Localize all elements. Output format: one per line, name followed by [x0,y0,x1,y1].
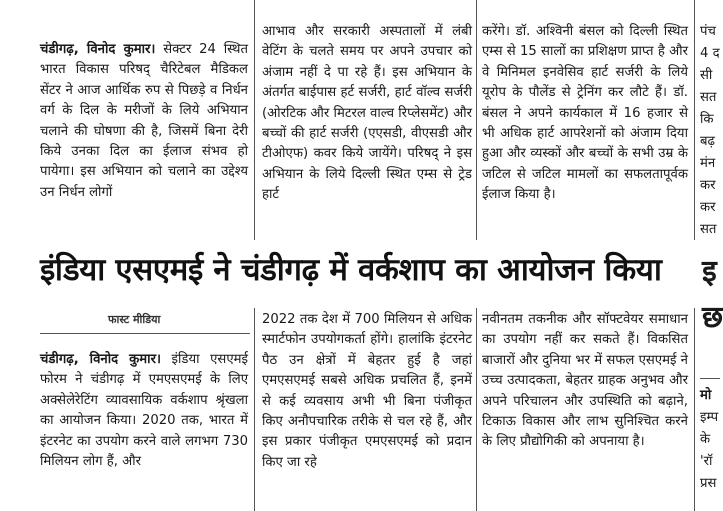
column-divider [254,0,255,240]
column-divider [476,308,477,511]
edge-line: सी [700,68,713,83]
top-article-col-3 [482,22,688,242]
edge-line: 'रॉ [700,454,713,469]
top-article-col-2 [262,22,472,242]
edge-line: कर [700,200,716,215]
edge-line: 4 द [700,46,720,61]
top-col1-text: सेक्टर 24 स्थित भारत विकास परिषद् चैरिटेबल मैडिकल सेंटर ने आज आर्थिक रुप से पिछड़े व निर्धन वर्ग के दिल के मरीजों के लिये अभियान चलाने की घोषणा की है, जिसमें बिना देरी किये उनका दिल का ईलाज संभव हो पायेगा। इस अभियान को चलाने का उद्देश्य उन निर्धन लोगों [40,42,248,200]
bottom-article-col-1 [40,350,248,511]
edge-line: कि [700,112,714,127]
source-credit: फास्ट मीडिया [108,313,161,326]
edge-line: पंच [700,24,716,39]
edge-line: मो [700,388,712,403]
column-divider [476,0,477,240]
top-col2-text: आभाव और सरकारी अस्पतालों में लंबी वेटिंग के चलते समय पर अपने उपचार को अंजाम नहीं दे पा रहे हैं। इस अभियान के अंतर्गत बाईपास हर्ट सर्जरी, हार्ट वॉल्व सर्जरी (ओरटिक और मिटरल वाल्व रिप्लेसमेंट) और बच्चों की हार्ट सर्जरी (एएसडी, वीएसडी और टीओएफ) कवर किये जायेंगे। परिषद् ने इस अभियान के लिये दिल्ली स्थित एम्स से ट्रेड हार्ट [262,24,472,203]
bottom-col3-text: नवीनतम तकनीक और सॉफ्टवेयर समाधान का उपयोग नहीं कर सकते हैं। विकसित बाजारों और दुनिया भर में सफल एसएमई ने उच्च उत्पादकता, बेहतर ग्राहक अनुभव और अपने परिचालन और उपस्थिति को बढ़ाने, टिकाऊ विकास और लाभ सुनिश्चित करने के लिए प्रौद्योगिकी को अपनाया है। [482,312,688,450]
column-divider [254,308,255,511]
article-headline: इंडिया एसएमई ने चंडीगढ़ में वर्कशाप का आयोजन किया [40,252,662,288]
headline-edge: इ [702,254,717,289]
source-divider [40,333,250,334]
top-col3-text: करेंगे। डॉ. अश्विनी बंसल को दिल्ली स्थित एम्स से 15 सालों का प्रशिक्षण प्राप्त है और वे मिनिमल इनवेसिव हार्ट सर्जरी के लिये यूरोप के पौलेंड से ट्रेनिंग कर लौटे हैं। डॉ. बंसल ने अपने कार्यकाल में 16 हजार से भी अधिक हार्ट आपरेशनों को अंजाम दिया हुआ और व्यस्कों और बच्चों के सभी उम्र के जटिल से जटिल मामलों का सफलतापूर्वक ईलाज किया है। [482,24,688,203]
edge-line: कर [700,178,716,193]
edge-line: मंन [700,156,716,171]
column-divider [694,0,695,240]
edge-line: सत [700,222,717,237]
bottom-article-col-2 [262,310,472,511]
top-article-col-1 [40,40,248,240]
edge-line: सत [700,90,717,105]
edge-divider [700,378,720,379]
edge-line: इम्प [700,410,719,425]
bottom-col2-text: 2022 तक देश में 700 मिलियन से अधिक स्मार्टफोन उपयोगकर्ता होंगे। हालांकि इंटरनेट पैठ उन क्षेत्रों में बेहतर हुई है जहां एमएसएमई सबसे अधिक प्रचलित हैं, इनमें से कई व्यवसाय अभी भी बिना पंजीकृत किए अनौपचारिक तरीके से चल रहे हैं, और इस प्रकार पंजीकृत एमएसएमई को प्रदान किए जा रहे [262,312,472,470]
column-divider [694,308,695,511]
bottom-article-col-3 [482,310,688,511]
edge-line: बढ़ [700,134,715,149]
headline-edge: छ [702,300,723,335]
top-byline: चंडीगढ़, विनोद कुमार। [40,42,156,57]
bottom-byline: चंडीगढ़, विनोद कुमार। [40,352,161,367]
bottom-col1-text: इंडिया एसएमई फोरम ने चंडीगढ़ में एमएसएमई के लिए अक्सेलेरेटिंग व्यावसायिक वर्कशाप श्रृंखला का आयोजन किया। 2020 तक, भारत में इंटरनेट का उपयोग करने वाले लगभग 730 मिलियन लोग हैं, और [40,352,248,470]
edge-line: के [700,432,711,447]
edge-line: प्रस [700,476,717,491]
